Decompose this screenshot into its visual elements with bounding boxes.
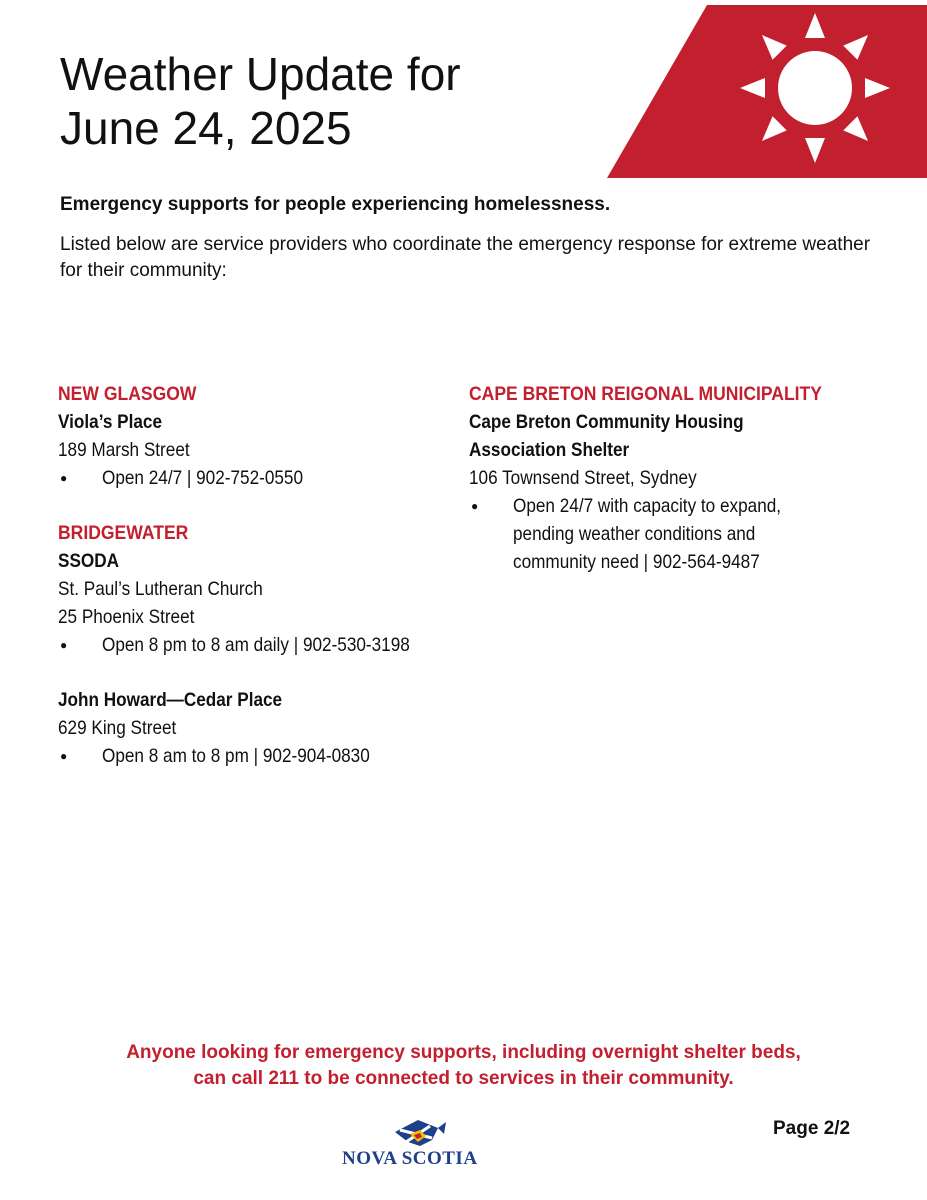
address-violas-place: 189 Marsh Street [58,439,190,461]
new-glasgow-block [58,380,458,492]
region-cbrm: CAPE BRETON REIGONAL MUNICIPALITY [469,383,822,405]
footer-note [0,1040,927,1092]
intro-paragraph: Listed below are service providers who coordinate the emergency response for extreme weather for their community: [60,234,871,281]
list-item [469,492,909,576]
hours-cedar-place: Open 8 am to 8 pm | 902-904-0830 [102,745,370,767]
region-new-glasgow: NEW GLASGOW [58,383,197,405]
red-sun-banner [607,0,927,185]
hours-ssoda: Open 8 pm to 8 am daily | 902-530-3198 [102,634,410,656]
footer-note-line-2: can call 211 to be connected to services in their community. [193,1068,734,1089]
hours-cbcha-line-1: Open 24/7 with capacity to expand, [513,495,782,517]
sun-icon [740,13,890,163]
list-item [58,742,458,770]
address-ssoda-line-1: St. Paul’s Lutheran Church [58,578,263,600]
bridgewater-block [58,519,458,659]
list-item [58,464,458,492]
org-violas-place: Viola’s Place [58,411,162,433]
bullet-icon: ● [60,749,68,763]
page-number: Page 2/2 [773,1118,851,1139]
address-ssoda-line-2: 25 Phoenix Street [58,606,195,628]
page-title [60,47,461,155]
org-ssoda: SSODA [58,550,120,572]
flag-emblem-icon [395,1120,446,1146]
hours-violas-place: Open 24/7 | 902-752-0550 [102,467,304,489]
title-line-2: June 24, 2025 [60,102,352,154]
bullet-icon: ● [60,638,68,652]
bullet-icon: ● [471,499,479,513]
region-bridgewater: BRIDGEWATER [58,522,189,544]
address-cedar-place: 629 King Street [58,717,177,739]
cbrm-block [469,380,909,576]
lead-heading: Emergency supports for people experiencing homelessness. [60,194,611,215]
left-column [58,380,458,797]
title-line-1: Weather Update for [60,48,461,100]
bullet-icon: ● [60,471,68,485]
address-cbcha: 106 Townsend Street, Sydney [469,467,697,489]
cedar-place-block [58,686,458,770]
nova-scotia-wordmark: NOVA SCOTIA [342,1148,478,1169]
footer-note-line-1: Anyone looking for emergency supports, including overnight shelter beds, [126,1042,801,1063]
hours-cbcha-line-3: community need | 902-564-9487 [513,551,760,573]
org-cedar-place: John Howard—Cedar Place [58,689,283,711]
hours-cbcha-line-2: pending weather conditions and [513,523,756,545]
org-cbcha-line-1: Cape Breton Community Housing [469,411,744,433]
org-cbcha-line-2: Association Shelter [469,439,630,461]
list-item [58,631,458,659]
right-column [469,380,909,603]
